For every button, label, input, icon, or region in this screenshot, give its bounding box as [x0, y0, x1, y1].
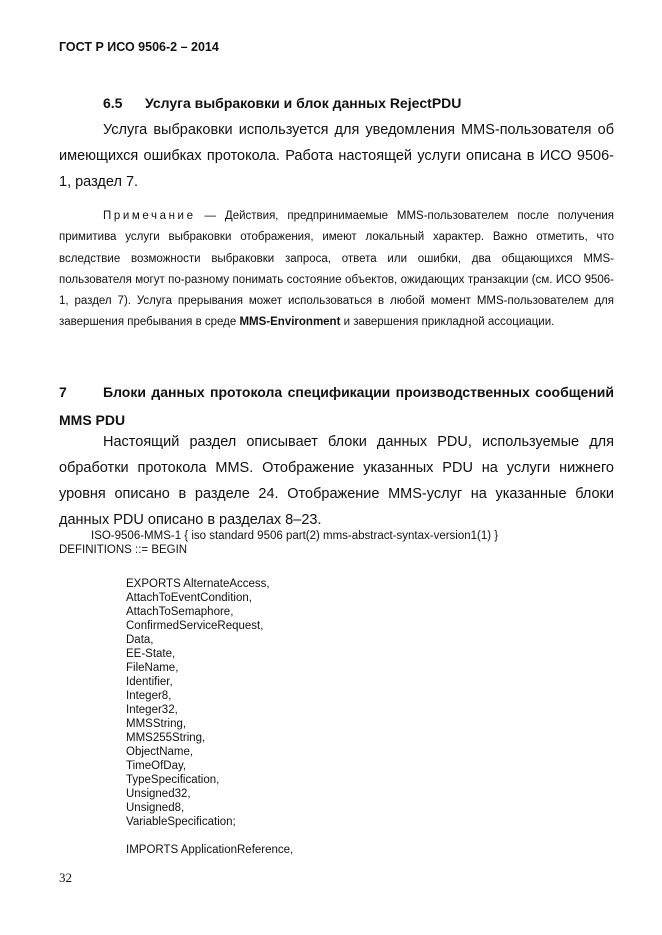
asn1-definitions-line: DEFINITIONS ::= BEGIN [59, 544, 188, 556]
asn1-export-item: AttachToSemaphore, [126, 606, 234, 618]
asn1-export-item: MMSString, [126, 718, 187, 730]
section-6-5-number: 6.5 [103, 95, 123, 111]
asn1-export-item: ObjectName, [126, 746, 194, 758]
asn1-export-item: FileName, [126, 662, 179, 674]
section-7-heading [59, 378, 614, 434]
asn1-export-item: MMS255String, [126, 732, 206, 744]
asn1-export-item: Unsigned32, [126, 788, 191, 800]
note-label: Примечание [103, 210, 196, 222]
note-bold-term: MMS-Environment [239, 316, 341, 329]
page-number: 32 [59, 870, 72, 885]
asn1-export-item: Integer8, [126, 690, 172, 702]
asn1-export-item: Unsigned8, [126, 802, 185, 814]
asn1-export-item: VariableSpecification; [126, 816, 236, 828]
asn1-module-line: ISO-9506-MMS-1 { iso standard 9506 part(2) mms-abstract-syntax-version1(1) } [91, 530, 499, 542]
note-block [59, 206, 614, 334]
section-7-number: 7 [59, 384, 67, 400]
section-6-5-title: Услуга выбраковки и блок данных RejectPDU [145, 95, 462, 111]
asn1-export-item: EE-State, [126, 648, 176, 660]
section-6-5-paragraph-text: Услуга выбраковки используется для уведомления MMS-пользователя об имеющихся ошибках протокола. Работа настоящей услуги описана в ИСО 9506-1, раздел 7. [59, 122, 614, 190]
asn1-export-item: Data, [126, 634, 154, 646]
asn1-export-item: EXPORTS AlternateAccess, [126, 578, 270, 590]
asn1-export-item: Identifier, [126, 676, 173, 688]
section-6-5-heading [103, 95, 461, 111]
note-text-after: и завершения прикладной ассоциации. [340, 316, 555, 329]
section-7-paragraph-text: Настоящий раздел описывает блоки данных PDU, используемые для обработки протокола MMS. Отображение указанных PDU на услуги нижнего уровня описано в разделе 24. Отображение MMS-услуг на указанные блоки данных PDU описано в разделах 8–23. [59, 434, 614, 528]
asn1-export-item: TimeOfDay, [126, 760, 187, 772]
note-text-before: — Действия, предпринимаемые MMS-пользователем после получения примитива услуги выбраковки отображения, имеют локальный характер. Важно отметить, что вследствие возможности выбраковки запроса, ответа или ошибки, два общающихся MMS-пользователя могут по-разному понимать состояние объектов, ожидающих транзакции (см. ИСО 9506-1, раздел 7). Услуга прерывания может использоваться в любой момент MMS-пользователем для завершения пребывания в среде [59, 210, 614, 329]
asn1-export-item: TypeSpecification, [126, 774, 220, 786]
document-header: ГОСТ Р ИСО 9506-2 – 2014 [59, 40, 219, 54]
section-7-paragraph [59, 429, 614, 533]
asn1-module-header [59, 529, 498, 557]
asn1-imports-line: IMPORTS ApplicationReference, [126, 844, 294, 856]
section-7-title: Блоки данных протокола спецификации производственных сообщений MMS PDU [59, 384, 614, 428]
asn1-exports-list [126, 577, 270, 829]
asn1-export-item: Integer32, [126, 704, 178, 716]
section-6-5-paragraph [59, 117, 614, 195]
asn1-export-item: ConfirmedServiceRequest, [126, 620, 264, 632]
asn1-export-item: AttachToEventCondition, [126, 592, 252, 604]
